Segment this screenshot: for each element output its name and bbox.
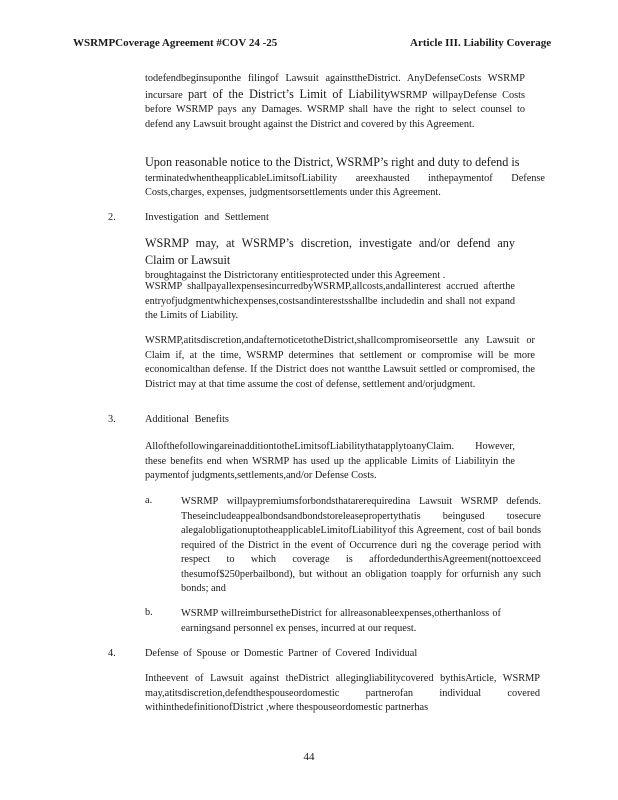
section-4-number: 4.	[108, 648, 116, 659]
section-2-p1-rest: broughtagainst the Districtorany entitiesprotected under this Agreement .	[145, 270, 446, 281]
intro-paragraph-1	[145, 72, 525, 132]
intro-paragraph-2	[145, 155, 545, 201]
section-2-title: Investigation and Settlement	[145, 212, 269, 223]
page-number: 44	[303, 751, 315, 763]
header-left: WSRMPCoverage Agreement #COV 24 -25	[73, 37, 278, 49]
section-2-paragraph-2: WSRMP shallpayallexpensesincurredbyWSRMP,allcosts,andallinterest accrued afterthe entryofjudgmentwhichexpenses,costsandinterestsshallbe includedin and shall not expand the Limits of Liability.	[145, 281, 515, 321]
section-2-paragraph-3: WSRMP,atitsdiscretion,andafternoticetotheDistrict,shallcompromiseorsettle any Lawsuit or Claim if, at the time, WSRMP determines that settlement or compromise will be more economicalthan defense. If the District does not wantthe Lawsuit settled or compromised, the District may at that time assume the cost of defense, settlement and/orjudgment.	[145, 335, 535, 390]
section-4-paragraph-1: Intheevent of Lawsuit against theDistrict allegingliabilitycovered bythisArticle, WSRMP may,atitsdiscretion,defendthespouseordomestic partnerofan individual covered withinthedefinitionofDistrict ,where thespouseordomestic partnerhas	[145, 673, 540, 713]
intro-p1-emphasis: part of the District’s Limit of Liability	[187, 86, 391, 101]
section-2-number: 2.	[108, 212, 116, 223]
section-2-p1-emphasis: WSRMP may, at WSRMP’s discretion, investigate and/or defend any Claim or Lawsuit	[145, 236, 515, 267]
intro-p2-emphasis: Upon reasonable notice to the District, WSRMP’s right and duty to defend is	[145, 155, 520, 169]
section-3-title: Additional Benefits	[145, 414, 229, 425]
section-3-item-a-text: WSRMP willpaypremiumsforbondsthatarerequiredina Lawsuit WSRMP defends. Theseincludeappealbondsandbondstoreleasepropertythatis beingused tosecure alegalobligationuptotheapplicableLimitofLiabilityof this Agreement, cost of bail bonds required of the District in the event of Occurrence duri ng the coverage period with respect to which coverage is affordedunderthisAgreement(nottoexceed thesumof$250perbailbond), but without an obligation toapply for orfurnish any such bonds; and	[181, 496, 541, 594]
section-3-number: 3.	[108, 414, 116, 425]
section-3-item-b-letter: b.	[145, 607, 153, 618]
section-3-paragraph-1: AllofthefollowingareinadditiontotheLimitsofLiabilitythatapplytoanyClaim. However, these benefits end when WSRMP has used up the applicable Limits of Liabilityin the paymentof judgments,settlements,and/or Defense Costs.	[145, 441, 515, 481]
intro-p1-part1: todefendbeginsuponthe filingof Lawsuit againsttheDistrict. AnyDefenseCosts WSRMP incursare	[145, 73, 525, 101]
intro-p2-rest: terminatedwhentheapplicableLimitsofLiability areexhausted inthepaymentof Defense Costs,charges, expenses, judgmentsorsettlements under this Agreement.	[145, 172, 545, 198]
section-3-item-b-text: WSRMP willreimbursetheDistrict for allreasonableexpenses,otherthanloss of earningsand personnel ex penses, incurred at our request.	[181, 608, 501, 634]
section-4-title: Defense of Spouse or Domestic Partner of Covered Individual	[145, 648, 418, 659]
intro-p1-part2: WSRMP willpayDefense Costs before WSRMP pays any Damages. WSRMP shall have the right to select counsel to defend any Lawsuit brought against the District and covered by this Agreement.	[145, 89, 525, 130]
section-2-paragraph-1	[145, 236, 515, 284]
header-right: Article III. Liability Coverage	[410, 37, 552, 49]
section-3-item-a-letter: a.	[145, 495, 153, 506]
